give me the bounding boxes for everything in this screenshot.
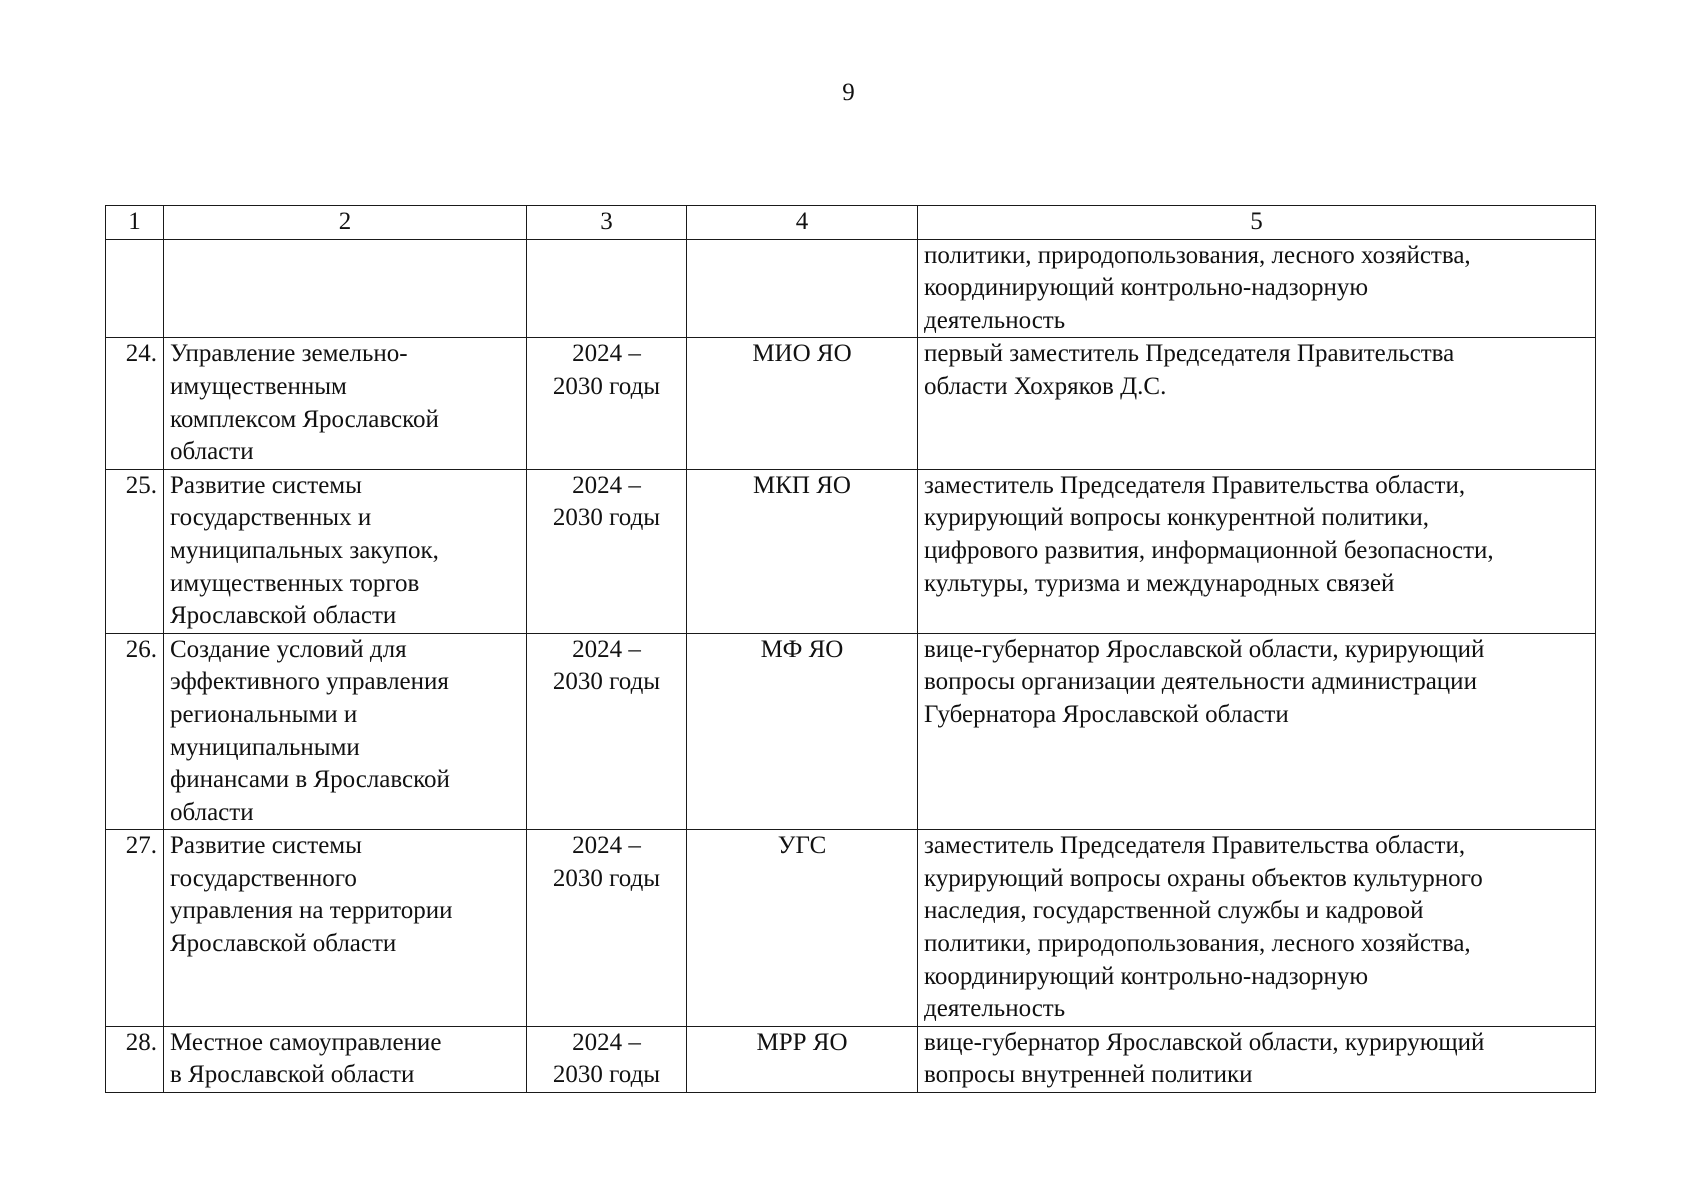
cell-line: цифрового развития, информационной безопасности, — [924, 536, 1494, 564]
table-row — [106, 1026, 1596, 1092]
responsible-cell: МФ ЯО — [687, 633, 918, 830]
cell-line: 2024 – — [572, 1028, 641, 1056]
table-header-row — [106, 206, 1596, 240]
responsible-cell: УГС — [687, 830, 918, 1027]
column-header: 4 — [687, 206, 918, 240]
page-number: 9 — [842, 79, 855, 106]
program-name-cell — [164, 830, 527, 1027]
table-row — [106, 239, 1596, 338]
curator-cell — [918, 469, 1596, 633]
programs-table — [105, 205, 1596, 1093]
cell-line: деятельность — [924, 306, 1066, 334]
period-cell — [527, 633, 687, 830]
cell-line: 2024 – — [572, 832, 641, 860]
row-number-cell: 27. — [106, 830, 164, 1027]
cell-line: государственных и — [170, 504, 372, 532]
cell-line: 2024 – — [572, 471, 641, 499]
responsible-cell: МРР ЯО — [687, 1026, 918, 1092]
cell-line: имущественным — [170, 372, 347, 400]
curator-cell — [918, 1026, 1596, 1092]
table-row — [106, 633, 1596, 830]
cell-line: региональными и — [170, 700, 358, 728]
curator-cell — [918, 239, 1596, 338]
curator-cell — [918, 633, 1596, 830]
cell-line: области — [170, 798, 254, 826]
cell-line: координирующий контрольно-надзорную — [924, 962, 1369, 990]
period-cell — [527, 338, 687, 469]
cell-line: Губернатора Ярославской области — [924, 700, 1289, 728]
cell-line: 2024 – — [572, 340, 641, 368]
cell-line: управления на территории — [170, 897, 453, 925]
program-name-cell — [164, 469, 527, 633]
column-header: 2 — [164, 206, 527, 240]
cell-line: наследия, государственной службы и кадровой — [924, 897, 1424, 925]
cell-line: государственного — [170, 864, 357, 892]
program-name-cell — [164, 239, 527, 338]
row-number-cell: 25. — [106, 469, 164, 633]
row-number-cell: 24. — [106, 338, 164, 469]
period-cell — [527, 830, 687, 1027]
column-header: 1 — [106, 206, 164, 240]
cell-line: вице-губернатор Ярославской области, курирующий — [924, 635, 1485, 663]
cell-line: Ярославской области — [170, 930, 397, 958]
cell-line: 2030 годы — [552, 1061, 661, 1089]
cell-line: курирующий вопросы охраны объектов культурного — [924, 864, 1483, 892]
cell-line: 2030 годы — [552, 372, 661, 400]
cell-line: муниципальными — [170, 733, 360, 761]
cell-line: заместитель Председателя Правительства области, — [924, 471, 1466, 499]
cell-line: заместитель Председателя Правительства области, — [924, 832, 1466, 860]
cell-line: Местное самоуправление — [170, 1028, 442, 1056]
row-number-cell — [106, 239, 164, 338]
cell-line: 2024 – — [572, 635, 641, 663]
period-cell — [527, 469, 687, 633]
cell-line: области Хохряков Д.С. — [924, 372, 1167, 400]
cell-line: муниципальных закупок, — [170, 536, 439, 564]
cell-line: вопросы организации деятельности администрации — [924, 668, 1477, 696]
cell-line: первый заместитель Председателя Правительства — [924, 340, 1455, 368]
cell-line: области — [170, 438, 254, 466]
cell-line: имущественных торгов — [170, 569, 420, 597]
cell-line: политики, природопользования, лесного хозяйства, — [924, 241, 1471, 269]
program-name-cell — [164, 338, 527, 469]
program-name-cell — [164, 1026, 527, 1092]
period-cell — [527, 239, 687, 338]
cell-line: деятельность — [924, 995, 1066, 1023]
cell-line: финансами в Ярославской — [170, 766, 450, 794]
responsible-cell: МИО ЯО — [687, 338, 918, 469]
program-name-cell — [164, 633, 527, 830]
cell-line: 2030 годы — [552, 504, 661, 532]
cell-line: культуры, туризма и международных связей — [924, 569, 1395, 597]
cell-line: в Ярославской области — [170, 1061, 415, 1089]
row-number-cell: 26. — [106, 633, 164, 830]
curator-cell — [918, 830, 1596, 1027]
responsible-cell — [687, 239, 918, 338]
cell-line: курирующий вопросы конкурентной политики, — [924, 504, 1429, 532]
cell-line: политики, природопользования, лесного хозяйства, — [924, 930, 1471, 958]
cell-line: Создание условий для — [170, 635, 407, 663]
table-row — [106, 338, 1596, 469]
column-header: 3 — [527, 206, 687, 240]
table-body — [106, 239, 1596, 1092]
cell-line: Управление земельно- — [170, 340, 408, 368]
table-row — [106, 469, 1596, 633]
cell-line: эффективного управления — [170, 668, 449, 696]
cell-line: 2030 годы — [552, 668, 661, 696]
column-header: 5 — [918, 206, 1596, 240]
table-row — [106, 830, 1596, 1027]
cell-line: вице-губернатор Ярославской области, курирующий — [924, 1028, 1485, 1056]
curator-cell — [918, 338, 1596, 469]
cell-line: Развитие системы — [170, 471, 362, 499]
cell-line: вопросы внутренней политики — [924, 1061, 1253, 1089]
responsible-cell: МКП ЯО — [687, 469, 918, 633]
cell-line: Ярославской области — [170, 602, 397, 630]
cell-line: 2030 годы — [552, 864, 661, 892]
cell-line: Развитие системы — [170, 832, 362, 860]
cell-line: координирующий контрольно-надзорную — [924, 274, 1369, 302]
period-cell — [527, 1026, 687, 1092]
cell-line: комплексом Ярославской — [170, 405, 439, 433]
row-number-cell: 28. — [106, 1026, 164, 1092]
